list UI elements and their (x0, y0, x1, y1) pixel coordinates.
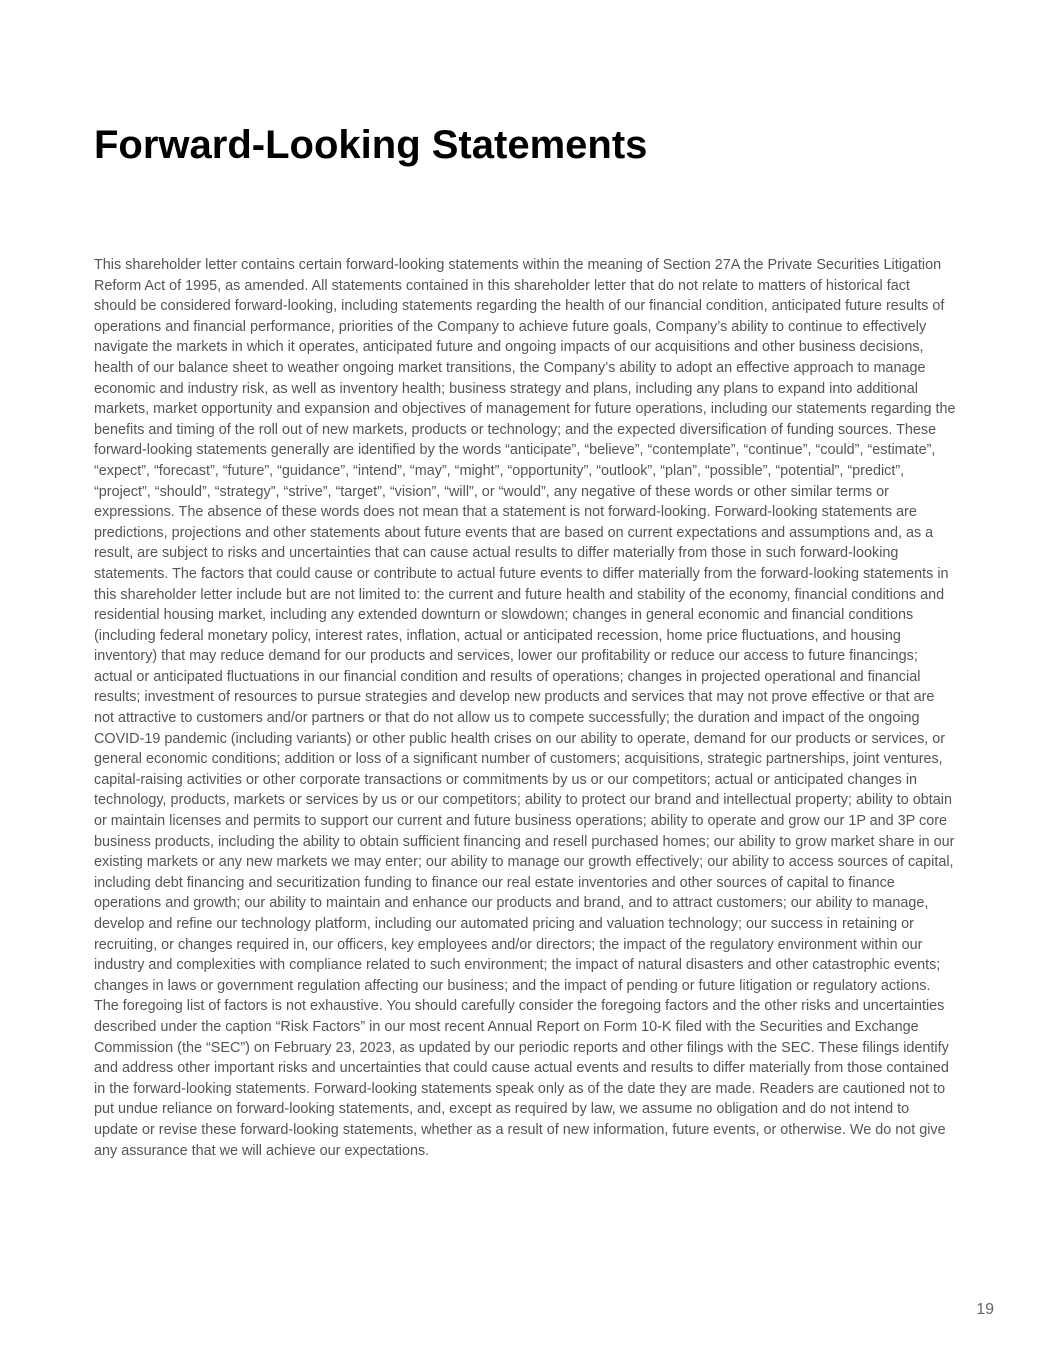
page-title: Forward-Looking Statements (94, 123, 648, 167)
forward-looking-statements-paragraph: This shareholder letter contains certain forward-looking statements within the meaning of Section 27A the Private Securities Litigation Reform Act of 1995, as amended. All statements contained in this shareholder letter that do not relate to matters of historical fact should be considered forward-looking, including statements regarding the health of our financial condition, anticipated future results of operations and financial performance, priorities of the Company to achieve future goals, Company’s ability to continue to effectively navigate the markets in which it operates, anticipated future and ongoing impacts of our acquisitions and other business decisions, health of our balance sheet to weather ongoing market transitions, the Company’s ability to adopt an effective approach to manage economic and industry risk, as well as inventory health; business strategy and plans, including any plans to expand into additional markets, market opportunity and expansion and objectives of management for future operations, including our statements regarding the benefits and timing of the roll out of new markets, products or technology; and the expected diversification of funding sources. These forward-looking statements generally are identified by the words “anticipate”, “believe”, “contemplate”, “continue”, “could”, “estimate”, “expect”, “forecast”, “future”, “guidance”, “intend”, “may”, “might”, “opportunity”, “outlook”, “plan”, “possible”, “potential”, “predict”, “project”, “should”, “strategy”, “strive”, “target”, “vision”, “will”, or “would”, any negative of these words or other similar terms or expressions. The absence of these words does not mean that a statement is not forward-looking. Forward-looking statements are predictions, projections and other statements about future events that are based on current expectations and assumptions and, as a result, are subject to risks and uncertainties that can cause actual results to differ materially from those in such forward-looking statements. The factors that could cause or contribute to actual future events to differ materially from the forward-looking statements in this shareholder letter include but are not limited to: the current and future health and stability of the economy, financial conditions and residential housing market, including any extended downturn or slowdown; changes in general economic and financial conditions (including federal monetary policy, interest rates, inflation, actual or anticipated recession, home price fluctuations, and housing inventory) that may reduce demand for our products and services, lower our profitability or reduce our access to future financings; actual or anticipated fluctuations in our financial condition and results of operations; changes in projected operational and financial results; investment of resources to pursue strategies and develop new products and services that may not prove effective or that are not attractive to customers and/or partners or that do not allow us to compete successfully; the duration and impact of the ongoing COVID-19 pandemic (including variants) or other public health crises on our ability to operate, demand for our products or services, or general economic conditions; addition or loss of a significant number of customers; acquisitions, strategic partnerships, joint ventures, capital-raising activities or other corporate transactions or commitments by us or our competitors; actual or anticipated changes in technology, products, markets or services by us or our competitors; ability to protect our brand and intellectual property; ability to obtain or maintain licenses and permits to support our current and future business operations; ability to operate and grow our 1P and 3P core business products, including the ability to obtain sufficient financing and resell purchased homes; our ability to grow market share in our existing markets or any new markets we may enter; our ability to manage our growth effectively; our ability to access sources of capital, including debt financing and securitization funding to finance our real estate inventories and other sources of capital to finance operations and growth; our ability to maintain and enhance our products and brand, and to attract customers; our ability to manage, develop and refine our technology platform, including our automated pricing and valuation technology; our success in retaining or recruiting, or changes required in, our officers, key employees and/or directors; the impact of the regulatory environment within our industry and complexities with compliance related to such environment; the impact of natural disasters and other catastrophic events; changes in laws or government regulation affecting our business; and the impact of pending or future litigation or regulatory actions. The foregoing list of factors is not exhaustive. You should carefully consider the foregoing factors and the other risks and uncertainties described under the caption “Risk Factors” in our most recent Annual Report on Form 10-K filed with the Securities and Exchange Commission (the “SEC”) on February 23, 2023, as updated by our periodic reports and other filings with the SEC. These filings identify and address other important risks and uncertainties that could cause actual events and results to differ materially from those contained in the forward-looking statements. Forward-looking statements speak only as of the date they are made. Readers are cautioned not to put undue reliance on forward-looking statements, and, except as required by law, we assume no obligation and do not intend to update or revise these forward-looking statements, whether as a result of new information, future events, or otherwise. We do not give any assurance that we will achieve our expectations. (94, 257, 956, 1159)
page-number: 19 (976, 1301, 994, 1318)
